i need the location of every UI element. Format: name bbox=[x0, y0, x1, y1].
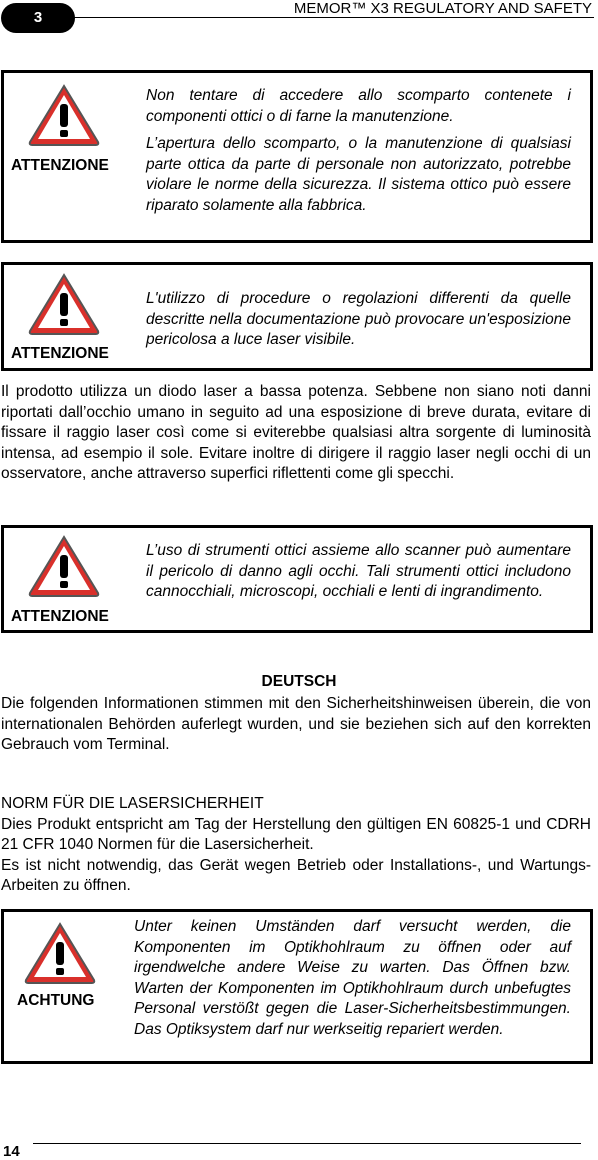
warning-triangle-icon bbox=[26, 533, 102, 599]
section-heading: DEUTSCH bbox=[261, 673, 337, 690]
warning-text bbox=[146, 541, 571, 610]
header-rule bbox=[60, 17, 594, 18]
norm-text: Es ist nicht notwendig, das Gerät wegen Betrieb oder Installations-, und Wartungs-Arbeiten zu öffnen. bbox=[1, 856, 591, 894]
warning-label: ATTENZIONE bbox=[11, 608, 109, 625]
warning-label: ATTENZIONE bbox=[11, 157, 109, 174]
body-paragraph: Il prodotto utilizza un diodo laser a bassa potenza. Sebbene non siano noti danni riportati dall’occhio umano in seguito ad una esposizione di breve durata, evitare di fissare il raggio laser così come si eviterebbe qualsiasi altra sorgente di luminosità intensa, ad esempio il sole. Evitare inoltre di dirigere il raggio laser negli occhi di un osservatore, anche attraverso superfici riflettenti come gli specchi. bbox=[1, 383, 591, 482]
footer-rule bbox=[33, 1143, 581, 1144]
german-norm-section bbox=[1, 794, 591, 897]
norm-text: Dies Produkt entspricht am Tag der Herstellung den gültigen EN 60825-1 und CDRH 21 CFR 1040 Normen für die Lasersicherheit. bbox=[1, 815, 591, 853]
warning-box-1 bbox=[1, 70, 593, 243]
warning-box-4 bbox=[1, 909, 593, 1064]
warning-label: ACHTUNG bbox=[17, 992, 95, 1009]
warning-box-3 bbox=[1, 525, 593, 633]
page-header-title: MEMOR™ X3 REGULATORY AND SAFETY bbox=[293, 0, 592, 17]
warning-triangle-icon bbox=[26, 271, 102, 337]
warning-triangle-icon bbox=[22, 920, 98, 986]
warning-paragraph: Unter keinen Umständen darf versucht werden, die Komponenten im Optikhohlraum zu öffnen oder auf irgendwelche andere Weise zu warten. Das Öffnen bzw. Warten der Komponenten im Optikhohlraum durch unbefugtes Personal verstößt gegen die Laser-Sicherheitsbestimmungen. Das Optiksystem darf nur werkseitig repariert werden. bbox=[134, 918, 571, 1038]
warning-label: ATTENZIONE bbox=[11, 345, 109, 362]
warning-paragraph: L’uso di strumenti ottici assieme allo scanner può aumentare il pericolo di danno agli occhi. Tali strumenti ottici includono cannocchiali, microscopi, occhiali e lenti di ingrandimento. bbox=[146, 542, 571, 600]
warning-paragraph: Non tentare di accedere allo scomparto contenete i componenti ottici o di farne la manutenzione. bbox=[146, 87, 571, 125]
warning-text bbox=[134, 917, 571, 1047]
german-intro: Die folgenden Informationen stimmen mit den Sicherheitshinweisen überein, die von internationalen Behörden auferlegt wurden, und sie beziehen sich auf den korrekten Gebrauch vom Terminal. bbox=[1, 695, 591, 753]
warning-paragraph: L’apertura dello scomparto, o la manutenzione di qualsiasi parte ottica da parte di personale non autorizzato, potrebbe violare le norme della sicurezza. Il sistema ottico può essere riparato solamente alla fabbrica. bbox=[146, 135, 571, 214]
warning-text bbox=[146, 86, 571, 223]
warning-box-2 bbox=[1, 262, 593, 371]
warning-triangle-icon bbox=[26, 82, 102, 148]
chapter-badge: 3 bbox=[1, 3, 75, 33]
page-number: 14 bbox=[3, 1143, 20, 1160]
warning-paragraph: L'utilizzo di procedure o regolazioni differenti da quelle descritte nella documentazione può provocare un'esposizione pericolosa a luce laser visibile. bbox=[146, 290, 571, 348]
norm-title: NORM FÜR DIE LASERSICHERHEIT bbox=[1, 795, 264, 812]
warning-text bbox=[146, 289, 571, 358]
